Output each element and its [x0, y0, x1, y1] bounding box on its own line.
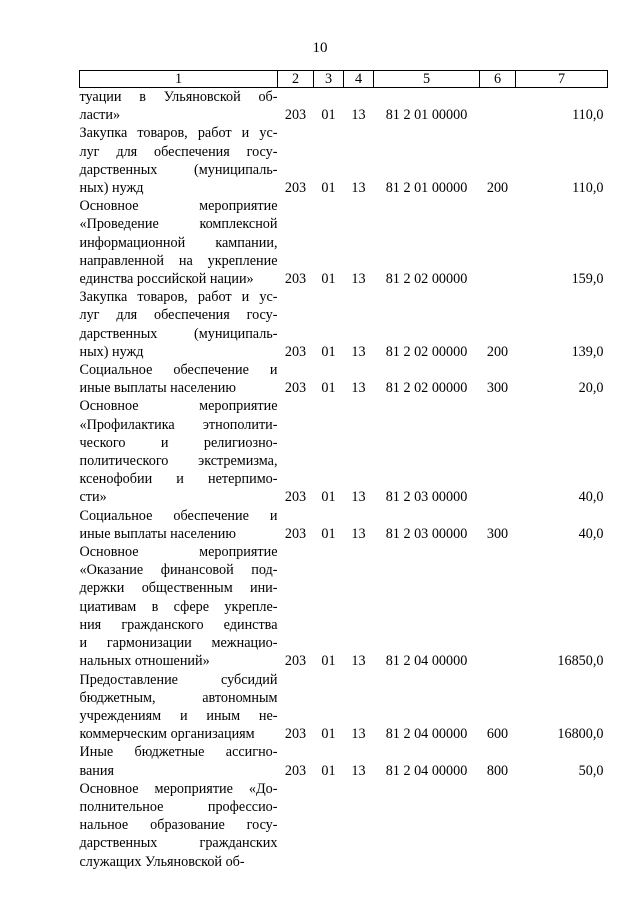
- table-row: [80, 780, 608, 871]
- row-expense-type: [480, 543, 516, 670]
- row-target-article: [374, 780, 480, 871]
- row-expense-type: 800: [486, 762, 509, 779]
- description-line: информационной кампании,: [79, 234, 278, 251]
- row-admin-code: 203: [284, 489, 307, 506]
- row-expense-type: 200: [486, 180, 509, 197]
- description-line: и гармонизации межнацио-: [79, 635, 278, 652]
- table-body: [80, 88, 608, 871]
- budget-table: [79, 70, 608, 871]
- description-line: луг для обеспечения госу-: [79, 143, 278, 160]
- row-subsection-code: 13: [351, 525, 366, 542]
- row-admin-code: 203: [284, 271, 307, 288]
- description-line: Социальное обеспечение и: [79, 362, 278, 379]
- row-expense-type: [480, 397, 516, 506]
- row-expense-type: [480, 88, 516, 125]
- row-admin-code: 203: [284, 107, 307, 124]
- row-description: [80, 288, 278, 361]
- row-admin-code: 203: [284, 343, 307, 360]
- table-row: [80, 397, 608, 506]
- description-line: Социальное обеспечение и: [79, 507, 278, 524]
- table-row: [80, 124, 608, 197]
- description-line: ксенофобии и нетерпимо-: [79, 471, 278, 488]
- row-admin-code: 203: [284, 726, 307, 743]
- description-line: бюджетным, автономным: [79, 689, 278, 706]
- row-target-article: 81 2 03 00000: [385, 525, 468, 542]
- row-admin-code: 203: [284, 525, 307, 542]
- table-row: [80, 543, 608, 670]
- row-admin-code: 203: [284, 380, 307, 397]
- description-line: полнительное профессио-: [79, 798, 278, 815]
- row-amount: 16850,0: [557, 653, 604, 670]
- header-col-5: 5: [374, 71, 480, 88]
- description-line: ния гражданского единства: [79, 616, 278, 633]
- description-line: направленной на укрепление: [79, 252, 278, 269]
- row-target-article: 81 2 04 00000: [385, 762, 468, 779]
- description-line: политического экстремизма,: [79, 453, 278, 470]
- row-subsection-code: 13: [351, 726, 366, 743]
- row-section-code: 01: [321, 762, 336, 779]
- row-section-code: 01: [321, 380, 336, 397]
- row-description: [80, 743, 278, 779]
- row-admin-code: 203: [284, 653, 307, 670]
- row-section-code: 01: [321, 343, 336, 360]
- row-target-article: 81 2 01 00000: [385, 180, 468, 197]
- description-line: Закупка товаров, работ и ус-: [79, 289, 278, 306]
- description-line: служащих Ульяновской об-: [79, 853, 245, 870]
- description-line: учреждениям и иным не-: [79, 707, 278, 724]
- row-subsection-code: 13: [351, 489, 366, 506]
- table-row: [80, 361, 608, 397]
- description-line: единства российской нации»: [79, 271, 254, 288]
- description-line: ных) нужд: [79, 180, 144, 197]
- row-amount: 20,0: [578, 380, 604, 397]
- row-section-code: 01: [321, 271, 336, 288]
- table-header-row: [80, 71, 608, 88]
- description-line: иные выплаты населению: [79, 380, 236, 397]
- row-target-article: 81 2 04 00000: [385, 653, 468, 670]
- row-expense-type: 300: [486, 525, 509, 542]
- row-description: [80, 507, 278, 543]
- row-expense-type: [480, 780, 516, 871]
- header-col-4: 4: [344, 71, 374, 88]
- row-section-code: 01: [321, 726, 336, 743]
- table-row: [80, 88, 608, 125]
- table-row: [80, 197, 608, 288]
- row-admin-code: [278, 780, 314, 871]
- row-amount: 40,0: [578, 489, 604, 506]
- description-line: «Оказание финансовой под-: [79, 562, 278, 579]
- row-section-code: 01: [321, 180, 336, 197]
- row-target-article: 81 2 01 00000: [385, 107, 468, 124]
- row-expense-type: 200: [486, 343, 509, 360]
- description-line: «Проведение комплексной: [79, 216, 278, 233]
- description-line: иные выплаты населению: [79, 525, 236, 542]
- row-amount: 16800,0: [557, 726, 604, 743]
- row-section-code: [314, 780, 344, 871]
- row-amount: [516, 780, 608, 871]
- row-description: [80, 361, 278, 397]
- header-col-6: 6: [480, 71, 516, 88]
- table-row: [80, 288, 608, 361]
- row-target-article: 81 2 04 00000: [385, 726, 468, 743]
- row-amount: 139,0: [571, 343, 604, 360]
- header-col-3: 3: [314, 71, 344, 88]
- row-section-code: 01: [321, 489, 336, 506]
- row-description: [80, 780, 278, 871]
- description-line: ческого и религиозно-: [79, 434, 278, 451]
- row-subsection-code: 13: [351, 107, 366, 124]
- row-target-article: 81 2 02 00000: [385, 343, 468, 360]
- description-line: луг для обеспечения госу-: [79, 307, 278, 324]
- row-admin-code: 203: [284, 762, 307, 779]
- row-target-article: 81 2 02 00000: [385, 271, 468, 288]
- row-amount: 110,0: [572, 180, 604, 197]
- row-description: [80, 671, 278, 744]
- description-line: Предоставление субсидий: [79, 671, 278, 688]
- row-amount: 40,0: [578, 525, 604, 542]
- row-target-article: 81 2 03 00000: [385, 489, 468, 506]
- row-description: [80, 197, 278, 288]
- row-subsection-code: 13: [351, 180, 366, 197]
- row-amount: 50,0: [578, 762, 604, 779]
- description-line: «Профилактика этнополити-: [79, 416, 278, 433]
- row-section-code: 01: [321, 525, 336, 542]
- description-line: вания: [79, 762, 115, 779]
- description-line: Основное мероприятие: [79, 198, 278, 215]
- description-line: коммерческим организациям: [79, 726, 255, 743]
- description-line: циативам в сфере укрепле-: [79, 598, 278, 615]
- description-line: нальных отношений»: [79, 653, 210, 670]
- row-description: [80, 88, 278, 125]
- row-expense-type: [480, 197, 516, 288]
- row-subsection-code: 13: [351, 380, 366, 397]
- row-expense-type: 300: [486, 380, 509, 397]
- row-admin-code: 203: [284, 180, 307, 197]
- header-col-1: 1: [80, 71, 278, 88]
- table-row: [80, 671, 608, 744]
- page-number: 10: [312, 40, 328, 56]
- description-line: Основное мероприятие: [79, 544, 278, 561]
- row-section-code: 01: [321, 653, 336, 670]
- row-amount: 110,0: [572, 107, 604, 124]
- row-amount: 159,0: [571, 271, 604, 288]
- row-target-article: 81 2 02 00000: [385, 380, 468, 397]
- table-row: [80, 743, 608, 779]
- row-description: [80, 397, 278, 506]
- row-subsection-code: 13: [351, 271, 366, 288]
- description-line: Основное мероприятие «До-: [79, 780, 278, 797]
- row-description: [80, 124, 278, 197]
- description-line: дарственных (муниципаль-: [79, 325, 278, 342]
- row-subsection-code: 13: [351, 343, 366, 360]
- header-col-2: 2: [278, 71, 314, 88]
- row-section-code: 01: [321, 107, 336, 124]
- description-line: сти»: [79, 489, 107, 506]
- description-line: Основное мероприятие: [79, 398, 278, 415]
- row-expense-type: 600: [486, 726, 509, 743]
- description-line: дарственных гражданских: [79, 835, 278, 852]
- description-line: ласти»: [79, 107, 121, 124]
- row-subsection-code: 13: [351, 762, 366, 779]
- description-line: ных) нужд: [79, 343, 144, 360]
- description-line: Закупка товаров, работ и ус-: [79, 125, 278, 142]
- table-row: [80, 507, 608, 543]
- row-subsection-code: [344, 780, 374, 871]
- row-description: [80, 543, 278, 670]
- description-line: туации в Ульяновской об-: [79, 89, 278, 105]
- description-line: держки общественным ини-: [79, 580, 278, 597]
- description-line: нальное образование госу-: [79, 817, 278, 834]
- description-line: дарственных (муниципаль-: [79, 161, 278, 178]
- row-subsection-code: 13: [351, 653, 366, 670]
- header-col-7: 7: [516, 71, 608, 88]
- description-line: Иные бюджетные ассигно-: [79, 744, 278, 761]
